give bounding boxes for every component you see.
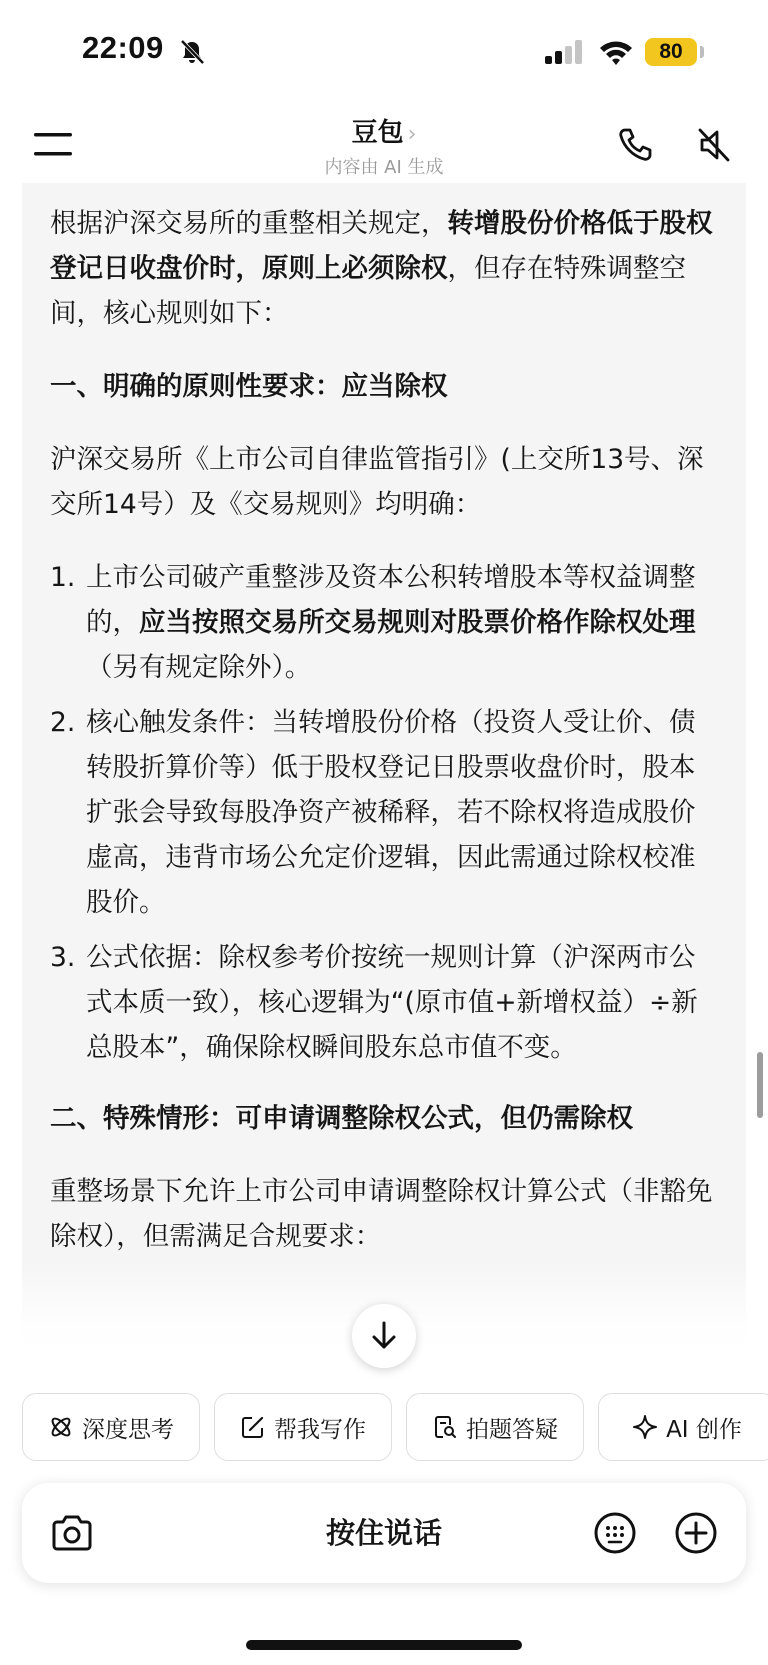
sparkle-icon	[632, 1414, 658, 1440]
bot-title-row[interactable]	[284, 112, 484, 149]
arrow-down-icon	[370, 1320, 398, 1352]
list-text-post: （另有规定除外）。	[86, 652, 312, 683]
bot-title-group[interactable]	[284, 112, 484, 179]
phone-icon[interactable]	[616, 126, 654, 164]
camera-icon[interactable]	[50, 1513, 94, 1553]
ai-disclaimer: 内容由 AI 生成	[324, 157, 444, 178]
section1-paragraph: 沪深交易所《上市公司自律监管指引》(上交所13号、深交所14号）及《交易规则》均明确：	[50, 444, 704, 520]
message-content	[22, 183, 746, 1373]
chevron-right-icon: ›	[407, 122, 417, 147]
list-text-bold: 应当按照交易所交易规则对股票价格作除权处理	[139, 607, 696, 638]
doc-search-icon	[432, 1414, 458, 1440]
section2-heading: 二、特殊情形：可申请调整除权公式，但仍需除权	[50, 1103, 633, 1134]
keyboard-icon[interactable]	[593, 1511, 637, 1555]
chip-label: 深度思考	[82, 1416, 174, 1443]
pen-square-icon	[240, 1414, 266, 1440]
list-number: 3.	[50, 942, 76, 973]
chip-label: AI 创作	[666, 1416, 742, 1443]
chip-label: 帮我写作	[274, 1416, 366, 1443]
atom-icon	[48, 1414, 74, 1440]
chat-header	[0, 100, 768, 180]
list-item	[50, 555, 720, 690]
message-text	[50, 201, 720, 1287]
intro-bold: 转增股份价格低于股权登记日收盘价时，原则上必须除权	[50, 208, 713, 284]
status-time: 22:09	[82, 30, 164, 65]
section1-heading: 一、明确的原则性要求：应当除权	[50, 371, 448, 402]
rule-list	[50, 555, 720, 1070]
deep-think-button[interactable]	[22, 1393, 200, 1461]
battery-indicator: 80	[645, 38, 697, 66]
bell-off-icon	[178, 38, 206, 66]
battery-cap	[700, 46, 704, 58]
intro-pre: 根据沪深交易所的重整相关规定，	[50, 208, 448, 239]
quick-actions	[0, 1393, 768, 1461]
section2-paragraph: 重整场景下允许上市公司申请调整除权计算公式（非豁免除权），但需满足合规要求：	[50, 1176, 713, 1252]
wifi-icon	[598, 38, 634, 66]
list-item	[50, 935, 720, 1070]
help-write-button[interactable]	[214, 1393, 392, 1461]
home-indicator[interactable]	[246, 1640, 522, 1650]
list-number: 1.	[50, 562, 76, 593]
hold-to-talk-button[interactable]: 按住说话	[325, 1516, 442, 1550]
intro-post: ，但存在特殊调整空间，核心规则如下：	[50, 253, 686, 329]
list-text: 公式依据：除权参考价按统一规则计算（沪深两市公式本质一致），核心逻辑为“(原市值+新增权益）÷新总股本”，确保除权瞬间股东总市值不变。	[86, 942, 698, 1063]
bot-title[interactable]: 豆包	[351, 118, 404, 148]
status-bar	[0, 0, 768, 100]
input-bar	[22, 1483, 746, 1583]
scrollbar-thumb[interactable]	[757, 1052, 763, 1118]
list-item	[50, 700, 720, 925]
list-number: 2.	[50, 707, 76, 738]
list-text: 核心触发条件：当转增股份价格（投资人受让价、债转股折算价等）低于股权登记日股票收盘价时，股本扩张会导致每股净资产被稀释，若不除权将造成股价虚高，违背市场公允定价逻辑，因此需通过除权校准股价。	[86, 707, 696, 918]
list-text: 上市公司破产重整涉及资本公积转增股本等权益调整的，	[86, 562, 696, 638]
scroll-to-bottom-button[interactable]	[352, 1304, 416, 1368]
ai-create-button[interactable]	[598, 1393, 768, 1461]
signal-icon	[545, 40, 583, 64]
menu-icon[interactable]	[34, 130, 72, 158]
speaker-mute-icon[interactable]	[695, 126, 733, 164]
intro-paragraph	[50, 201, 720, 336]
plus-icon[interactable]	[674, 1511, 718, 1555]
chip-label: 拍题答疑	[466, 1416, 558, 1443]
photo-question-button[interactable]	[406, 1393, 584, 1461]
